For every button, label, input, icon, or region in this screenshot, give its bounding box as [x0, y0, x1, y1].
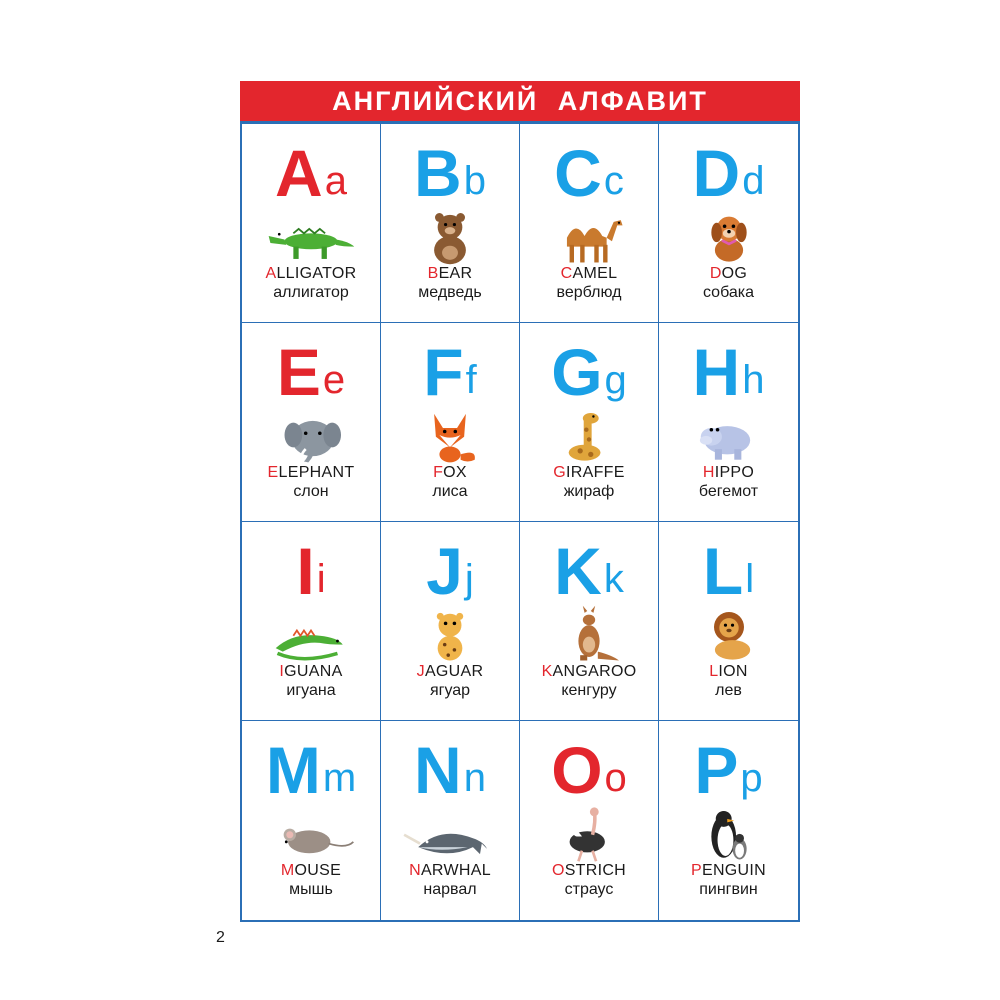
english-word-rest: STRICH [564, 862, 627, 879]
letter-card-i [242, 522, 381, 721]
english-word-rest: ARWHAL [420, 862, 491, 879]
uppercase-letter: E [276, 335, 319, 409]
english-word-first-letter: J [416, 663, 425, 680]
english-word-rest: OUSE [294, 862, 342, 879]
english-word [381, 464, 519, 482]
english-word-first-letter: E [267, 464, 279, 481]
lion-icon [679, 604, 779, 664]
letter-pair [659, 534, 798, 608]
dog-icon [679, 206, 779, 266]
animal-picture [659, 206, 798, 266]
uppercase-letter: O [551, 733, 601, 807]
lowercase-letter: m [322, 756, 357, 800]
letter-card-h [659, 323, 798, 522]
letter-card-d [659, 124, 798, 323]
lowercase-letter: g [604, 358, 627, 402]
uppercase-letter: I [296, 534, 313, 608]
english-word-first-letter: P [690, 862, 702, 879]
russian-word: бегемот [698, 483, 759, 500]
letter-pair [381, 534, 519, 608]
letter-card-k [520, 522, 659, 721]
english-word-first-letter: A [265, 265, 277, 282]
english-word-rest: ION [718, 663, 748, 680]
animal-picture [520, 206, 658, 266]
lowercase-letter: c [603, 159, 624, 203]
english-word-first-letter: F [433, 464, 444, 481]
letter-pair [659, 733, 798, 807]
letter-pair [520, 534, 658, 608]
giraffe-icon [539, 405, 639, 465]
letter-pair [659, 335, 798, 409]
letter-pair [381, 136, 519, 210]
uppercase-letter: G [551, 335, 601, 409]
uppercase-letter: A [275, 136, 321, 210]
english-word [520, 862, 658, 880]
lowercase-letter: e [322, 358, 346, 402]
animal-picture [520, 803, 658, 863]
letter-card-a [242, 124, 381, 323]
animal-picture [242, 604, 380, 664]
lowercase-letter: h [742, 358, 765, 402]
english-word [659, 663, 798, 681]
lowercase-letter: b [463, 159, 486, 203]
russian-word: нарвал [423, 881, 477, 898]
uppercase-letter: L [702, 534, 742, 608]
russian-word: жираф [563, 483, 615, 500]
russian-word: медведь [418, 284, 482, 301]
english-word-first-letter: M [280, 862, 295, 879]
animal-picture [381, 405, 519, 465]
english-word-rest: AGUAR [424, 663, 484, 680]
lowercase-letter: k [603, 557, 624, 601]
russian-word: ягуар [429, 682, 471, 699]
letter-pair [242, 136, 380, 210]
alligator-icon [261, 206, 361, 266]
uppercase-letter: N [414, 733, 460, 807]
english-word-first-letter: N [409, 862, 421, 879]
english-word-rest: EAR [438, 265, 473, 282]
animal-picture [242, 803, 380, 863]
penguin-icon [679, 803, 779, 863]
kangaroo-icon [539, 604, 639, 664]
english-word [520, 663, 658, 681]
uppercase-letter: C [554, 136, 600, 210]
lowercase-letter: l [745, 557, 755, 601]
russian-word: слон [293, 483, 329, 500]
english-word [381, 862, 519, 880]
animal-picture [242, 206, 380, 266]
english-word-first-letter: C [560, 265, 573, 282]
lowercase-letter: a [324, 159, 347, 203]
english-word-rest: OG [721, 265, 748, 282]
english-word-rest: GUANA [284, 663, 343, 680]
alphabet-poster [240, 81, 800, 922]
english-word [659, 265, 798, 283]
mouse-icon [261, 803, 361, 863]
uppercase-letter: D [692, 136, 739, 210]
animal-picture [659, 803, 798, 863]
letter-card-j [381, 522, 520, 721]
lowercase-letter: p [740, 756, 763, 800]
english-word [242, 464, 380, 482]
english-word-first-letter: B [427, 265, 439, 282]
uppercase-letter: M [265, 733, 319, 807]
english-word-first-letter: L [709, 663, 719, 680]
camel-icon [539, 206, 639, 266]
uppercase-letter: P [694, 733, 737, 807]
english-word [381, 265, 519, 283]
uppercase-letter: H [692, 335, 739, 409]
russian-word: кенгуру [561, 682, 617, 699]
hippo-icon [679, 405, 779, 465]
animal-picture [520, 604, 658, 664]
poster-title: АНГЛИЙСКИЙ АЛФАВИТ [240, 81, 800, 121]
narwhal-icon [400, 803, 500, 863]
english-word-rest: LEPHANT [278, 464, 355, 481]
letter-pair [381, 733, 519, 807]
english-word-first-letter: K [541, 663, 553, 680]
letter-pair [381, 335, 519, 409]
letter-pair [520, 136, 658, 210]
english-word [659, 464, 798, 482]
english-word [520, 265, 658, 283]
elephant-icon [261, 405, 361, 465]
lowercase-letter: i [316, 557, 326, 601]
russian-word: собака [702, 284, 755, 301]
bear-icon [400, 206, 500, 266]
letter-card-m [242, 721, 381, 920]
letter-card-p [659, 721, 798, 920]
letter-card-n [381, 721, 520, 920]
english-word-first-letter: I [279, 663, 285, 680]
lowercase-letter: n [463, 756, 486, 800]
iguana-icon [261, 604, 361, 664]
english-word-rest: ANGAROO [552, 663, 637, 680]
letter-pair [520, 733, 658, 807]
english-word-rest: ENGUIN [701, 862, 766, 879]
uppercase-letter: B [414, 136, 460, 210]
uppercase-letter: F [423, 335, 462, 409]
lowercase-letter: d [742, 159, 765, 203]
english-word [381, 663, 519, 681]
letter-pair [242, 534, 380, 608]
russian-word: мышь [289, 881, 333, 898]
english-word-first-letter: D [709, 265, 722, 282]
russian-word: аллигатор [273, 284, 349, 301]
animal-picture [242, 405, 380, 465]
page-number: 2 [216, 929, 225, 946]
russian-word: лев [715, 682, 742, 699]
letter-pair [242, 733, 380, 807]
english-word [242, 862, 380, 880]
animal-picture [659, 604, 798, 664]
lowercase-letter: f [465, 358, 477, 402]
russian-word: лиса [432, 483, 468, 500]
english-word-rest: OX [443, 464, 467, 481]
russian-word: верблюд [556, 284, 622, 301]
english-word [242, 663, 380, 681]
letter-card-f [381, 323, 520, 522]
letter-card-b [381, 124, 520, 323]
jaguar-icon [400, 604, 500, 664]
letter-card-l [659, 522, 798, 721]
english-word [659, 862, 798, 880]
lowercase-letter: o [604, 756, 627, 800]
alphabet-grid [240, 121, 800, 922]
animal-picture [381, 803, 519, 863]
letter-pair [659, 136, 798, 210]
english-word-rest: IPPO [714, 464, 755, 481]
english-word-first-letter: H [702, 464, 715, 481]
ostrich-icon [539, 803, 639, 863]
english-word-rest: AMEL [572, 265, 618, 282]
letter-card-g [520, 323, 659, 522]
fox-icon [400, 405, 500, 465]
russian-word: страус [564, 881, 614, 898]
animal-picture [381, 206, 519, 266]
animal-picture [659, 405, 798, 465]
english-word-first-letter: G [553, 464, 567, 481]
english-word-rest: LLIGATOR [276, 265, 357, 282]
english-word-rest: IRAFFE [566, 464, 625, 481]
animal-picture [381, 604, 519, 664]
uppercase-letter: J [426, 534, 461, 608]
english-word [242, 265, 380, 283]
english-word [520, 464, 658, 482]
uppercase-letter: K [554, 534, 600, 608]
russian-word: игуана [286, 682, 336, 699]
letter-pair [242, 335, 380, 409]
animal-picture [520, 405, 658, 465]
letter-pair [520, 335, 658, 409]
lowercase-letter: j [464, 557, 474, 601]
english-word-first-letter: O [551, 862, 565, 879]
russian-word: пингвин [699, 881, 758, 898]
letter-card-o [520, 721, 659, 920]
letter-card-c [520, 124, 659, 323]
letter-card-e [242, 323, 381, 522]
